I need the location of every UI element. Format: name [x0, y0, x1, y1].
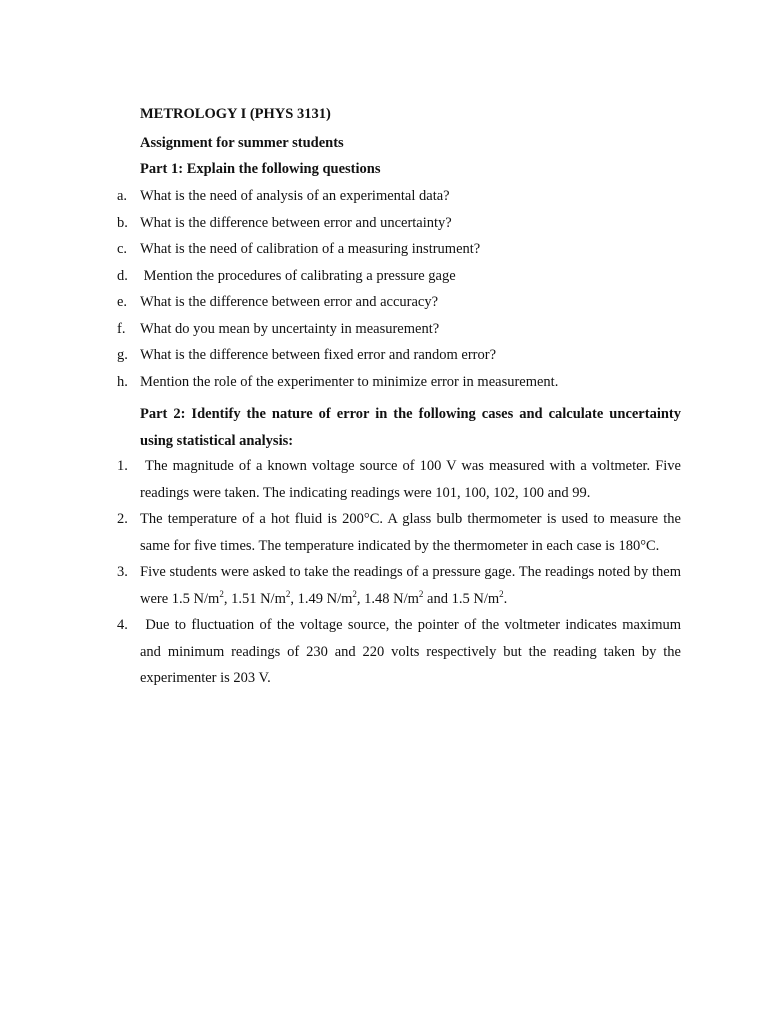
question-item — [0, 213, 768, 240]
question-text: What is the difference between error and accuracy? — [140, 294, 439, 310]
question-marker: f. — [117, 320, 126, 337]
case-text-segment: , 1.51 N/m — [223, 590, 286, 607]
question-item — [0, 292, 768, 319]
case-item — [0, 612, 768, 692]
question-marker: b. — [117, 214, 128, 231]
case-item — [0, 453, 768, 506]
question-item — [0, 266, 768, 293]
case-text-segment: , 1.48 N/m — [356, 590, 419, 607]
case-text-segment: Five students were asked to take the readings of a pressure gage. The readings noted by them were 1.5 N/m — [140, 564, 681, 607]
part2-case-list — [0, 453, 768, 692]
exponent: 2 — [219, 588, 224, 599]
question-item — [0, 239, 768, 266]
question-marker: e. — [117, 294, 128, 310]
case-marker: 2. — [117, 511, 128, 527]
question-item — [0, 319, 768, 346]
question-item — [0, 372, 768, 399]
case-text: The temperature of a hot fluid is 200°C. A glass bulb thermometer is used to measure the same for five times. The temperature indicated by the thermometer in each case is 180°C. — [140, 511, 681, 554]
question-marker: c. — [117, 241, 128, 257]
part1-heading: Part 1: Explain the following questions — [140, 161, 381, 177]
question-item — [0, 186, 768, 213]
question-text: What is the difference between error and uncertainty? — [140, 214, 452, 231]
case-text-segment: and 1.5 N/m — [423, 590, 500, 607]
question-item — [0, 345, 768, 372]
case-text: The magnitude of a known voltage source of 100 V was measured with a voltmeter. Five readings were taken. The indicating readings were 101, 100, 102, 100 and 99. — [140, 458, 685, 501]
exponent: 2 — [499, 588, 504, 599]
part2-heading: Part 2: Identify the nature of error in the following cases and calculate uncertainty using statistical analysis: — [140, 406, 681, 449]
exponent: 2 — [352, 588, 357, 599]
question-text: What is the need of analysis of an experimental data? — [140, 188, 450, 204]
question-text: Mention the role of the experimenter to minimize error in measurement. — [140, 373, 559, 390]
question-text: Mention the procedures of calibrating a pressure gage — [140, 267, 456, 284]
case-marker: 4. — [117, 617, 128, 633]
question-marker: a. — [117, 188, 128, 204]
case-text-segment: , 1.49 N/m — [290, 590, 353, 607]
case-marker: 3. — [117, 564, 128, 580]
document-subtitle: Assignment for summer students — [140, 135, 344, 151]
exponent: 2 — [285, 588, 291, 599]
case-text-segment: . — [503, 590, 508, 607]
case-text: Due to fluctuation of the voltage source, the pointer of the voltmeter indicates maximum and minimum readings of 230 and 220 volts respectively but the reading taken by the experimenter is 203 V. — [140, 617, 685, 686]
question-marker: g. — [117, 347, 128, 363]
case-text — [140, 559, 681, 612]
question-marker: h. — [117, 373, 128, 390]
case-marker: 1. — [117, 458, 128, 474]
part1-question-list — [0, 186, 768, 398]
question-text: What is the need of calibration of a measuring instrument? — [140, 241, 481, 257]
question-text: What do you mean by uncertainty in measurement? — [140, 320, 440, 337]
case-item — [0, 506, 768, 559]
question-marker: d. — [117, 267, 128, 284]
case-item — [0, 559, 768, 612]
exponent: 2 — [418, 588, 424, 599]
question-text: What is the difference between fixed error and random error? — [140, 347, 497, 363]
document-title: METROLOGY I (PHYS 3131) — [140, 106, 331, 122]
